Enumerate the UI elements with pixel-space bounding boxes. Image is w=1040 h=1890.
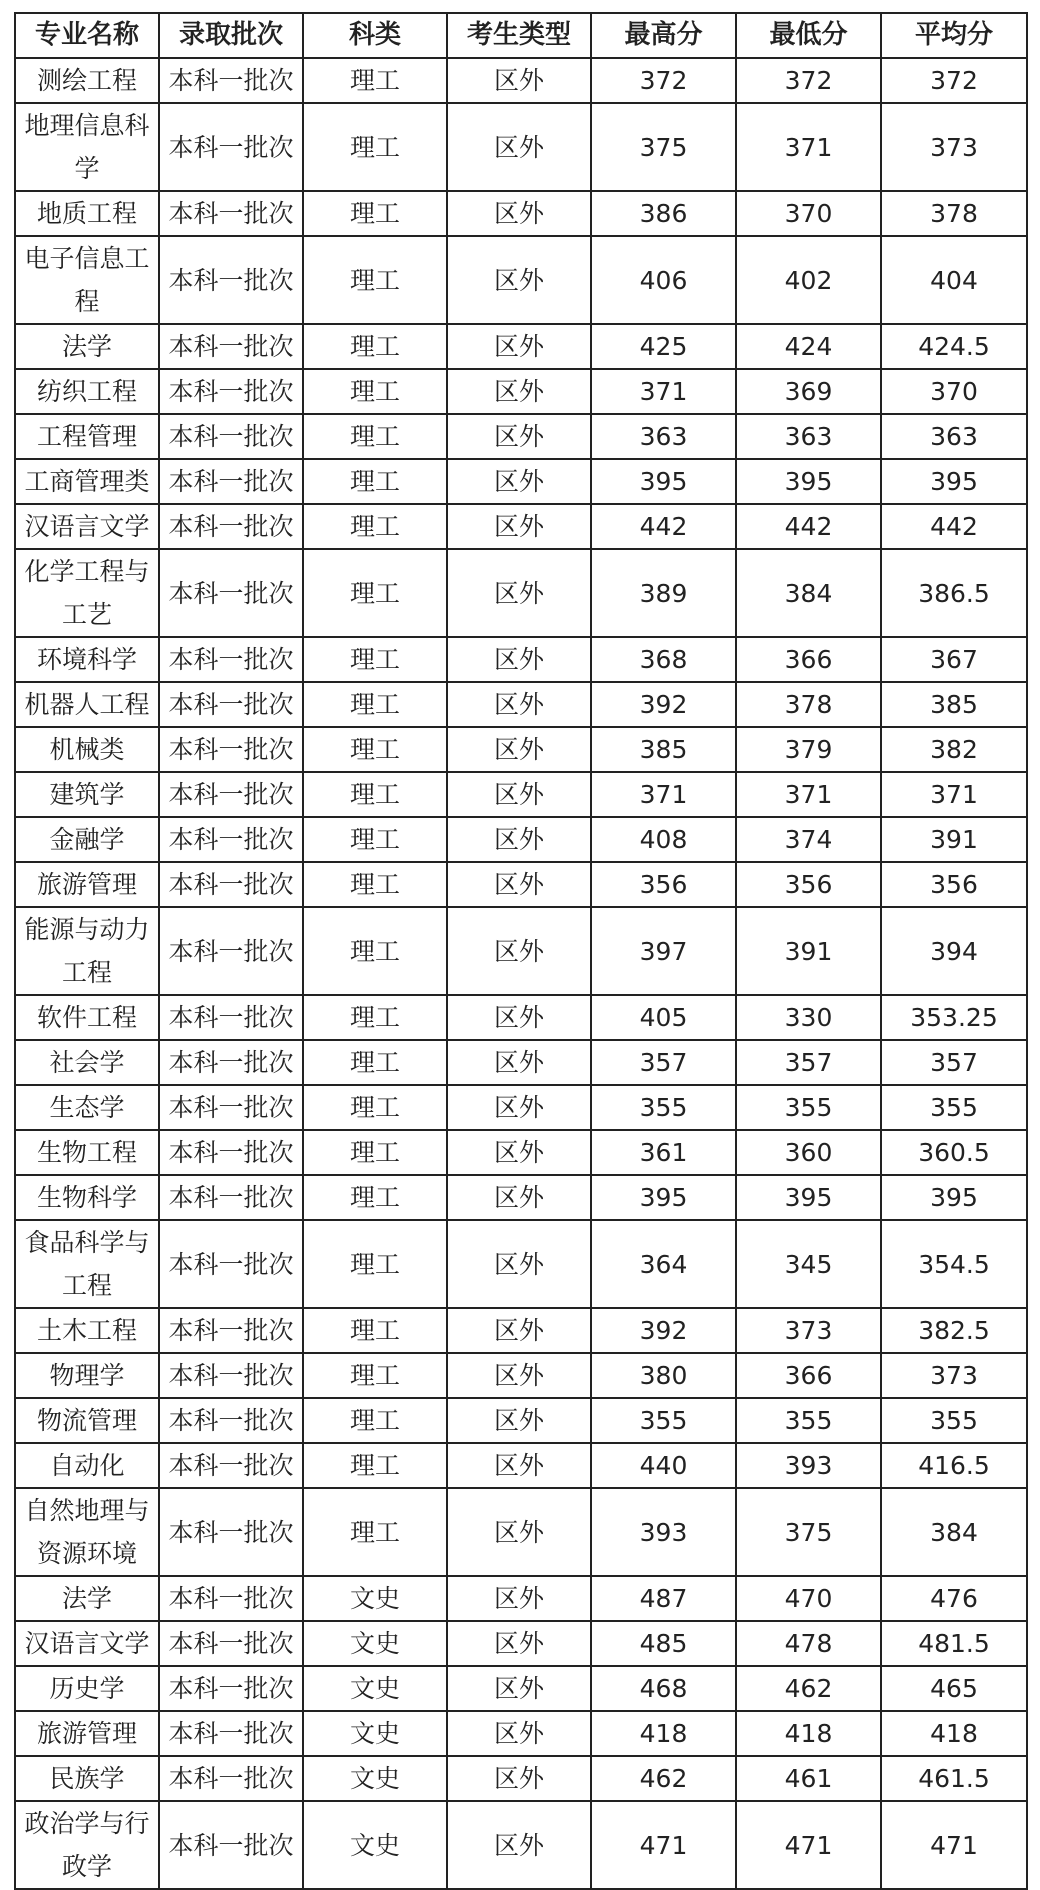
major-name-cell: 汉语言文学	[15, 1621, 159, 1666]
table-row	[15, 1398, 1027, 1443]
table-row	[15, 1130, 1027, 1175]
subject-category-cell: 理工	[303, 1398, 447, 1443]
table-row	[15, 504, 1027, 549]
highest-score-cell: 406	[591, 236, 736, 324]
admission-batch-cell: 本科一批次	[159, 1576, 303, 1621]
major-name-cell: 环境科学	[15, 637, 159, 682]
admission-batch-cell: 本科一批次	[159, 504, 303, 549]
candidate-type-cell: 区外	[447, 682, 591, 727]
subject-category-cell: 文史	[303, 1621, 447, 1666]
highest-score-cell: 361	[591, 1130, 736, 1175]
header-lowest-score: 最低分	[736, 13, 881, 58]
candidate-type-cell: 区外	[447, 414, 591, 459]
average-score-cell: 424.5	[881, 324, 1027, 369]
admission-batch-cell: 本科一批次	[159, 1711, 303, 1756]
subject-category-cell: 理工	[303, 58, 447, 103]
major-name-cell: 生态学	[15, 1085, 159, 1130]
admission-batch-cell: 本科一批次	[159, 1666, 303, 1711]
candidate-type-cell: 区外	[447, 907, 591, 995]
major-name-cell: 物理学	[15, 1353, 159, 1398]
major-name-cell: 物流管理	[15, 1398, 159, 1443]
lowest-score-cell: 373	[736, 1308, 881, 1353]
average-score-cell: 355	[881, 1085, 1027, 1130]
table-row	[15, 191, 1027, 236]
highest-score-cell: 355	[591, 1398, 736, 1443]
candidate-type-cell: 区外	[447, 1175, 591, 1220]
table-row	[15, 817, 1027, 862]
average-score-cell: 372	[881, 58, 1027, 103]
highest-score-cell: 468	[591, 1666, 736, 1711]
admission-batch-cell: 本科一批次	[159, 1801, 303, 1889]
candidate-type-cell: 区外	[447, 1308, 591, 1353]
major-name-cell: 工程管理	[15, 414, 159, 459]
candidate-type-cell: 区外	[447, 1040, 591, 1085]
table-row	[15, 549, 1027, 637]
admission-batch-cell: 本科一批次	[159, 1220, 303, 1308]
table-row	[15, 637, 1027, 682]
lowest-score-cell: 355	[736, 1085, 881, 1130]
admission-batch-cell: 本科一批次	[159, 1353, 303, 1398]
candidate-type-cell: 区外	[447, 1220, 591, 1308]
subject-category-cell: 理工	[303, 369, 447, 414]
highest-score-cell: 462	[591, 1756, 736, 1801]
admission-batch-cell: 本科一批次	[159, 682, 303, 727]
header-subject-category: 科类	[303, 13, 447, 58]
subject-category-cell: 理工	[303, 549, 447, 637]
lowest-score-cell: 357	[736, 1040, 881, 1085]
admission-batch-cell: 本科一批次	[159, 1308, 303, 1353]
table-row	[15, 58, 1027, 103]
table-row	[15, 772, 1027, 817]
highest-score-cell: 425	[591, 324, 736, 369]
table-body	[15, 58, 1027, 1889]
average-score-cell: 355	[881, 1398, 1027, 1443]
table-row	[15, 682, 1027, 727]
major-name-cell: 建筑学	[15, 772, 159, 817]
table-row	[15, 459, 1027, 504]
subject-category-cell: 理工	[303, 862, 447, 907]
admission-batch-cell: 本科一批次	[159, 1756, 303, 1801]
lowest-score-cell: 478	[736, 1621, 881, 1666]
lowest-score-cell: 372	[736, 58, 881, 103]
subject-category-cell: 理工	[303, 1488, 447, 1576]
major-name-cell: 自动化	[15, 1443, 159, 1488]
admission-batch-cell: 本科一批次	[159, 58, 303, 103]
table-row	[15, 1576, 1027, 1621]
lowest-score-cell: 369	[736, 369, 881, 414]
admission-batch-cell: 本科一批次	[159, 1040, 303, 1085]
average-score-cell: 386.5	[881, 549, 1027, 637]
lowest-score-cell: 471	[736, 1801, 881, 1889]
highest-score-cell: 392	[591, 1308, 736, 1353]
highest-score-cell: 371	[591, 772, 736, 817]
major-name-cell: 机械类	[15, 727, 159, 772]
table-row	[15, 369, 1027, 414]
subject-category-cell: 理工	[303, 637, 447, 682]
highest-score-cell: 418	[591, 1711, 736, 1756]
header-candidate-type: 考生类型	[447, 13, 591, 58]
table-row	[15, 414, 1027, 459]
major-name-cell: 地质工程	[15, 191, 159, 236]
candidate-type-cell: 区外	[447, 817, 591, 862]
average-score-cell: 382	[881, 727, 1027, 772]
highest-score-cell: 368	[591, 637, 736, 682]
average-score-cell: 416.5	[881, 1443, 1027, 1488]
table-row	[15, 727, 1027, 772]
average-score-cell: 354.5	[881, 1220, 1027, 1308]
table-row	[15, 862, 1027, 907]
admission-batch-cell: 本科一批次	[159, 817, 303, 862]
admission-batch-cell: 本科一批次	[159, 1085, 303, 1130]
major-name-cell: 历史学	[15, 1666, 159, 1711]
lowest-score-cell: 374	[736, 817, 881, 862]
major-name-cell: 软件工程	[15, 995, 159, 1040]
admission-batch-cell: 本科一批次	[159, 1488, 303, 1576]
major-name-cell: 纺织工程	[15, 369, 159, 414]
average-score-cell: 385	[881, 682, 1027, 727]
subject-category-cell: 文史	[303, 1576, 447, 1621]
header-admission-batch: 录取批次	[159, 13, 303, 58]
table-row	[15, 1443, 1027, 1488]
candidate-type-cell: 区外	[447, 772, 591, 817]
subject-category-cell: 理工	[303, 1040, 447, 1085]
admission-batch-cell: 本科一批次	[159, 1621, 303, 1666]
average-score-cell: 367	[881, 637, 1027, 682]
average-score-cell: 370	[881, 369, 1027, 414]
subject-category-cell: 理工	[303, 414, 447, 459]
subject-category-cell: 理工	[303, 1220, 447, 1308]
lowest-score-cell: 402	[736, 236, 881, 324]
major-name-cell: 测绘工程	[15, 58, 159, 103]
header-row	[15, 13, 1027, 58]
candidate-type-cell: 区外	[447, 1443, 591, 1488]
lowest-score-cell: 375	[736, 1488, 881, 1576]
subject-category-cell: 理工	[303, 817, 447, 862]
subject-category-cell: 理工	[303, 504, 447, 549]
admission-batch-cell: 本科一批次	[159, 1443, 303, 1488]
major-name-cell: 土木工程	[15, 1308, 159, 1353]
subject-category-cell: 理工	[303, 1443, 447, 1488]
highest-score-cell: 386	[591, 191, 736, 236]
highest-score-cell: 392	[591, 682, 736, 727]
candidate-type-cell: 区外	[447, 1398, 591, 1443]
lowest-score-cell: 370	[736, 191, 881, 236]
subject-category-cell: 文史	[303, 1666, 447, 1711]
table-row	[15, 907, 1027, 995]
average-score-cell: 363	[881, 414, 1027, 459]
major-name-cell: 工商管理类	[15, 459, 159, 504]
candidate-type-cell: 区外	[447, 727, 591, 772]
candidate-type-cell: 区外	[447, 459, 591, 504]
admission-scores-table-container	[14, 12, 1026, 1890]
subject-category-cell: 理工	[303, 236, 447, 324]
subject-category-cell: 理工	[303, 682, 447, 727]
lowest-score-cell: 384	[736, 549, 881, 637]
highest-score-cell: 485	[591, 1621, 736, 1666]
subject-category-cell: 文史	[303, 1801, 447, 1889]
table-header	[15, 13, 1027, 58]
admission-batch-cell: 本科一批次	[159, 103, 303, 191]
header-average-score: 平均分	[881, 13, 1027, 58]
subject-category-cell: 文史	[303, 1711, 447, 1756]
average-score-cell: 442	[881, 504, 1027, 549]
table-row	[15, 1085, 1027, 1130]
admission-batch-cell: 本科一批次	[159, 459, 303, 504]
major-name-cell: 化学工程与工艺	[15, 549, 159, 637]
admission-batch-cell: 本科一批次	[159, 1398, 303, 1443]
highest-score-cell: 442	[591, 504, 736, 549]
candidate-type-cell: 区外	[447, 369, 591, 414]
major-name-cell: 法学	[15, 324, 159, 369]
subject-category-cell: 理工	[303, 907, 447, 995]
table-row	[15, 1801, 1027, 1889]
lowest-score-cell: 391	[736, 907, 881, 995]
candidate-type-cell: 区外	[447, 1756, 591, 1801]
candidate-type-cell: 区外	[447, 58, 591, 103]
average-score-cell: 394	[881, 907, 1027, 995]
highest-score-cell: 357	[591, 1040, 736, 1085]
subject-category-cell: 理工	[303, 772, 447, 817]
subject-category-cell: 理工	[303, 1175, 447, 1220]
table-row	[15, 1666, 1027, 1711]
major-name-cell: 金融学	[15, 817, 159, 862]
header-major-name: 专业名称	[15, 13, 159, 58]
highest-score-cell: 375	[591, 103, 736, 191]
candidate-type-cell: 区外	[447, 549, 591, 637]
admission-batch-cell: 本科一批次	[159, 995, 303, 1040]
major-name-cell: 政治学与行政学	[15, 1801, 159, 1889]
candidate-type-cell: 区外	[447, 324, 591, 369]
admission-scores-table	[14, 12, 1028, 1890]
average-score-cell: 353.25	[881, 995, 1027, 1040]
subject-category-cell: 理工	[303, 995, 447, 1040]
average-score-cell: 360.5	[881, 1130, 1027, 1175]
lowest-score-cell: 360	[736, 1130, 881, 1175]
highest-score-cell: 355	[591, 1085, 736, 1130]
average-score-cell: 418	[881, 1711, 1027, 1756]
lowest-score-cell: 356	[736, 862, 881, 907]
table-row	[15, 1308, 1027, 1353]
lowest-score-cell: 330	[736, 995, 881, 1040]
highest-score-cell: 363	[591, 414, 736, 459]
candidate-type-cell: 区外	[447, 995, 591, 1040]
admission-batch-cell: 本科一批次	[159, 369, 303, 414]
table-row	[15, 1353, 1027, 1398]
highest-score-cell: 393	[591, 1488, 736, 1576]
major-name-cell: 民族学	[15, 1756, 159, 1801]
average-score-cell: 382.5	[881, 1308, 1027, 1353]
highest-score-cell: 397	[591, 907, 736, 995]
candidate-type-cell: 区外	[447, 504, 591, 549]
lowest-score-cell: 461	[736, 1756, 881, 1801]
candidate-type-cell: 区外	[447, 1801, 591, 1889]
highest-score-cell: 356	[591, 862, 736, 907]
candidate-type-cell: 区外	[447, 637, 591, 682]
major-name-cell: 地理信息科学	[15, 103, 159, 191]
candidate-type-cell: 区外	[447, 191, 591, 236]
major-name-cell: 法学	[15, 1576, 159, 1621]
average-score-cell: 395	[881, 1175, 1027, 1220]
average-score-cell: 373	[881, 1353, 1027, 1398]
major-name-cell: 生物科学	[15, 1175, 159, 1220]
admission-batch-cell: 本科一批次	[159, 324, 303, 369]
admission-batch-cell: 本科一批次	[159, 907, 303, 995]
major-name-cell: 机器人工程	[15, 682, 159, 727]
lowest-score-cell: 378	[736, 682, 881, 727]
average-score-cell: 373	[881, 103, 1027, 191]
average-score-cell: 391	[881, 817, 1027, 862]
subject-category-cell: 理工	[303, 459, 447, 504]
lowest-score-cell: 462	[736, 1666, 881, 1711]
subject-category-cell: 理工	[303, 191, 447, 236]
highest-score-cell: 440	[591, 1443, 736, 1488]
candidate-type-cell: 区外	[447, 1621, 591, 1666]
table-row	[15, 1756, 1027, 1801]
average-score-cell: 378	[881, 191, 1027, 236]
average-score-cell: 461.5	[881, 1756, 1027, 1801]
highest-score-cell: 487	[591, 1576, 736, 1621]
average-score-cell: 371	[881, 772, 1027, 817]
candidate-type-cell: 区外	[447, 1711, 591, 1756]
average-score-cell: 404	[881, 236, 1027, 324]
major-name-cell: 旅游管理	[15, 1711, 159, 1756]
lowest-score-cell: 395	[736, 459, 881, 504]
header-highest-score: 最高分	[591, 13, 736, 58]
lowest-score-cell: 418	[736, 1711, 881, 1756]
lowest-score-cell: 470	[736, 1576, 881, 1621]
subject-category-cell: 理工	[303, 1130, 447, 1175]
subject-category-cell: 文史	[303, 1756, 447, 1801]
lowest-score-cell: 363	[736, 414, 881, 459]
admission-batch-cell: 本科一批次	[159, 637, 303, 682]
major-name-cell: 汉语言文学	[15, 504, 159, 549]
highest-score-cell: 364	[591, 1220, 736, 1308]
major-name-cell: 社会学	[15, 1040, 159, 1085]
admission-batch-cell: 本科一批次	[159, 772, 303, 817]
table-row	[15, 103, 1027, 191]
candidate-type-cell: 区外	[447, 1488, 591, 1576]
table-row	[15, 324, 1027, 369]
candidate-type-cell: 区外	[447, 1576, 591, 1621]
lowest-score-cell: 371	[736, 772, 881, 817]
candidate-type-cell: 区外	[447, 236, 591, 324]
highest-score-cell: 408	[591, 817, 736, 862]
highest-score-cell: 395	[591, 459, 736, 504]
highest-score-cell: 395	[591, 1175, 736, 1220]
table-row	[15, 1040, 1027, 1085]
table-row	[15, 1175, 1027, 1220]
subject-category-cell: 理工	[303, 1085, 447, 1130]
major-name-cell: 食品科学与工程	[15, 1220, 159, 1308]
subject-category-cell: 理工	[303, 727, 447, 772]
lowest-score-cell: 393	[736, 1443, 881, 1488]
table-row	[15, 1220, 1027, 1308]
average-score-cell: 384	[881, 1488, 1027, 1576]
admission-batch-cell: 本科一批次	[159, 236, 303, 324]
admission-batch-cell: 本科一批次	[159, 1130, 303, 1175]
lowest-score-cell: 355	[736, 1398, 881, 1443]
candidate-type-cell: 区外	[447, 1666, 591, 1711]
average-score-cell: 471	[881, 1801, 1027, 1889]
major-name-cell: 旅游管理	[15, 862, 159, 907]
highest-score-cell: 380	[591, 1353, 736, 1398]
highest-score-cell: 389	[591, 549, 736, 637]
candidate-type-cell: 区外	[447, 1085, 591, 1130]
candidate-type-cell: 区外	[447, 1353, 591, 1398]
major-name-cell: 生物工程	[15, 1130, 159, 1175]
admission-batch-cell: 本科一批次	[159, 862, 303, 907]
average-score-cell: 465	[881, 1666, 1027, 1711]
subject-category-cell: 理工	[303, 1308, 447, 1353]
subject-category-cell: 理工	[303, 1353, 447, 1398]
lowest-score-cell: 442	[736, 504, 881, 549]
average-score-cell: 476	[881, 1576, 1027, 1621]
subject-category-cell: 理工	[303, 324, 447, 369]
lowest-score-cell: 379	[736, 727, 881, 772]
average-score-cell: 356	[881, 862, 1027, 907]
admission-batch-cell: 本科一批次	[159, 727, 303, 772]
highest-score-cell: 471	[591, 1801, 736, 1889]
major-name-cell: 能源与动力工程	[15, 907, 159, 995]
table-row	[15, 1621, 1027, 1666]
lowest-score-cell: 366	[736, 637, 881, 682]
highest-score-cell: 372	[591, 58, 736, 103]
lowest-score-cell: 345	[736, 1220, 881, 1308]
major-name-cell: 电子信息工程	[15, 236, 159, 324]
table-row	[15, 236, 1027, 324]
admission-batch-cell: 本科一批次	[159, 1175, 303, 1220]
table-row	[15, 1488, 1027, 1576]
lowest-score-cell: 395	[736, 1175, 881, 1220]
average-score-cell: 357	[881, 1040, 1027, 1085]
candidate-type-cell: 区外	[447, 103, 591, 191]
lowest-score-cell: 371	[736, 103, 881, 191]
table-row	[15, 995, 1027, 1040]
average-score-cell: 395	[881, 459, 1027, 504]
admission-batch-cell: 本科一批次	[159, 414, 303, 459]
admission-batch-cell: 本科一批次	[159, 549, 303, 637]
lowest-score-cell: 424	[736, 324, 881, 369]
average-score-cell: 481.5	[881, 1621, 1027, 1666]
highest-score-cell: 371	[591, 369, 736, 414]
subject-category-cell: 理工	[303, 103, 447, 191]
highest-score-cell: 385	[591, 727, 736, 772]
highest-score-cell: 405	[591, 995, 736, 1040]
major-name-cell: 自然地理与资源环境	[15, 1488, 159, 1576]
lowest-score-cell: 366	[736, 1353, 881, 1398]
candidate-type-cell: 区外	[447, 1130, 591, 1175]
table-row	[15, 1711, 1027, 1756]
candidate-type-cell: 区外	[447, 862, 591, 907]
admission-batch-cell: 本科一批次	[159, 191, 303, 236]
